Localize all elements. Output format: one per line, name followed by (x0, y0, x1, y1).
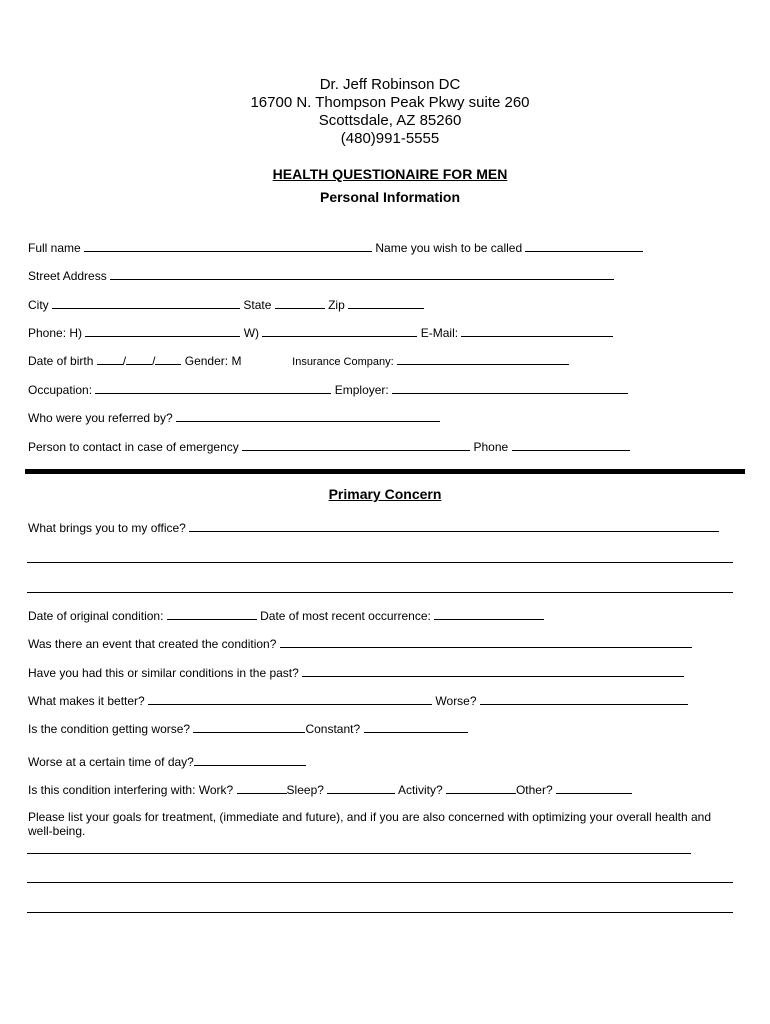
employer-field[interactable] (392, 381, 628, 394)
row-interfering (28, 781, 632, 797)
work-phone-field[interactable] (262, 324, 417, 337)
row-brings (28, 519, 719, 535)
state-label: State (243, 298, 272, 312)
zip-label: Zip (328, 298, 345, 312)
interfering-work-label: Is this condition interfering with: Work? (28, 783, 234, 797)
sleep-field[interactable] (327, 781, 395, 794)
clinic-address-line1: 16700 N. Thompson Peak Pkwy suite 260 (250, 94, 530, 111)
past-field[interactable] (302, 664, 684, 677)
constant-field[interactable] (364, 720, 468, 733)
emergency-phone-field[interactable] (512, 438, 630, 451)
zip-field[interactable] (348, 296, 424, 309)
dob-slash: / (152, 354, 156, 368)
time-of-day-label: Worse at a certain time of day? (28, 755, 194, 769)
street-label: Street Address (28, 269, 107, 283)
dob-slash: / (122, 354, 127, 368)
brings-extra-line-1[interactable] (27, 562, 733, 563)
other-label: Other? (515, 783, 553, 797)
insurance-field[interactable] (397, 352, 569, 365)
date-recent-label: Date of most recent occurrence: (260, 609, 431, 623)
clinic-address-line2: Scottsdale, AZ 85260 (318, 112, 462, 129)
row-dates (28, 607, 544, 623)
date-recent-field[interactable] (434, 607, 544, 620)
row-phone (28, 324, 613, 340)
name-called-field[interactable] (525, 239, 643, 252)
row-occupation (28, 381, 628, 397)
past-label: Have you had this or similar conditions in the past? (28, 666, 299, 680)
emergency-label: Person to contact in case of emergency (28, 440, 239, 454)
time-of-day-field[interactable] (194, 753, 306, 766)
form-title: HEALTH QUESTIONAIRE FOR MEN (272, 166, 508, 182)
date-original-label: Date of original condition: (28, 609, 164, 623)
date-original-field[interactable] (167, 607, 257, 620)
row-getting-worse (28, 720, 468, 736)
street-field[interactable] (110, 267, 614, 280)
dob-label: Date of birth (28, 354, 94, 368)
getting-worse-field[interactable] (193, 720, 305, 733)
home-phone-label: Phone: H) (28, 326, 83, 340)
full-name-label: Full name (28, 241, 81, 255)
gender-label: Gender: M (184, 354, 242, 368)
worse-field[interactable] (480, 692, 688, 705)
dob-year-field[interactable] (155, 352, 181, 365)
goals-line-3[interactable] (27, 912, 733, 913)
row-past (28, 664, 684, 680)
event-field[interactable] (280, 635, 692, 648)
row-street (28, 267, 614, 283)
goals-line-1[interactable] (27, 853, 691, 854)
referred-field[interactable] (176, 409, 440, 422)
work-field[interactable] (237, 781, 287, 794)
section-divider (25, 469, 745, 474)
brings-extra-line-2[interactable] (27, 592, 733, 593)
better-field[interactable] (148, 692, 432, 705)
goals-line-2[interactable] (27, 882, 733, 883)
row-city (28, 296, 424, 312)
home-phone-field[interactable] (85, 324, 240, 337)
brings-label: What brings you to my office? (28, 521, 186, 535)
employer-label: Employer: (334, 383, 389, 397)
emergency-field[interactable] (242, 438, 470, 451)
referred-label: Who were you referred by? (28, 411, 173, 425)
doctor-name: Dr. Jeff Robinson DC (319, 76, 461, 93)
getting-worse-label: Is the condition getting worse? (28, 722, 191, 736)
row-time-of-day (28, 753, 306, 769)
primary-concern-heading: Primary Concern (328, 486, 442, 502)
activity-label: Activity? (397, 783, 443, 797)
name-called-label: Name you wish to be called (375, 241, 523, 255)
occupation-field[interactable] (95, 381, 331, 394)
dob-day-field[interactable] (126, 352, 152, 365)
other-field[interactable] (556, 781, 632, 794)
sleep-label: Sleep? (286, 783, 324, 797)
occupation-label: Occupation: (28, 383, 93, 397)
row-full-name (28, 239, 643, 255)
event-label: Was there an event that created the condition? (28, 637, 277, 651)
city-label: City (28, 298, 49, 312)
state-field[interactable] (275, 296, 325, 309)
city-field[interactable] (52, 296, 240, 309)
row-referred (28, 409, 440, 425)
goals-question: Please list your goals for treatment, (immediate and future), and if you are also concerned with optimizing your overall health and well-being. (28, 810, 712, 838)
full-name-field[interactable] (84, 239, 372, 252)
activity-field[interactable] (446, 781, 516, 794)
constant-label: Constant? (305, 722, 361, 736)
worse-label: Worse? (435, 694, 477, 708)
email-label: E-Mail: (420, 326, 459, 340)
personal-info-heading: Personal Information (319, 189, 461, 205)
clinic-header (0, 76, 770, 148)
row-better (28, 692, 688, 708)
insurance-label: Insurance Company: (292, 356, 394, 368)
dob-month-field[interactable] (97, 352, 123, 365)
emergency-phone-label: Phone (473, 440, 509, 454)
work-phone-label: W) (243, 326, 260, 340)
row-emergency (28, 438, 630, 454)
clinic-phone: (480)991-5555 (340, 130, 440, 147)
brings-field[interactable] (189, 519, 719, 532)
better-label: What makes it better? (28, 694, 145, 708)
row-dob (28, 352, 569, 369)
email-field[interactable] (461, 324, 613, 337)
row-event (28, 635, 692, 651)
